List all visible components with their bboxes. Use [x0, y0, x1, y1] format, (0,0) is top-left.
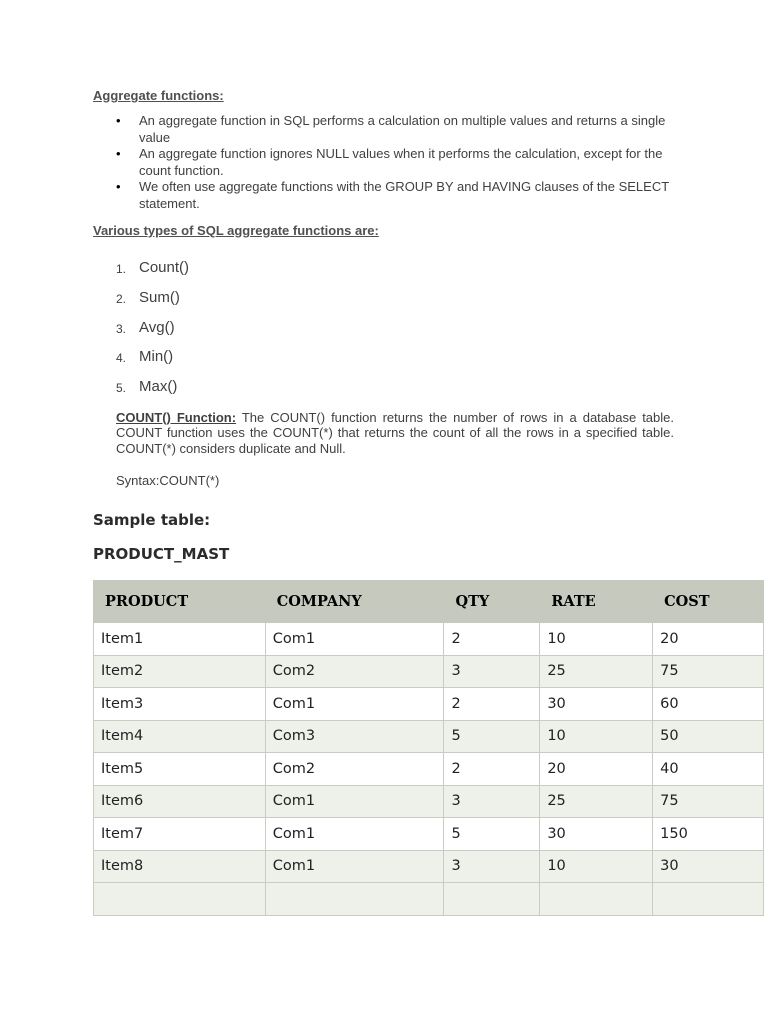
- table-cell: [653, 883, 764, 916]
- list-label: Count(): [139, 259, 190, 276]
- table-header-row: [94, 581, 764, 623]
- table-cell: 25: [540, 785, 653, 818]
- table-cell: Item5: [94, 753, 266, 786]
- bullet-text: An aggregate function in SQL performs a calculation on multiple values and returns a single value: [139, 113, 666, 145]
- table-cell: [94, 883, 266, 916]
- list-number: 1.: [116, 262, 127, 276]
- table-cell: Item2: [94, 655, 266, 688]
- table-cell: Item4: [94, 720, 266, 753]
- list-number: 4.: [116, 351, 127, 366]
- bullet-item: [93, 146, 683, 179]
- table-cell: Com1: [265, 785, 444, 818]
- list-label: Min(): [139, 348, 174, 366]
- table-cell: 5: [444, 818, 540, 851]
- table-cell: 150: [653, 818, 764, 851]
- table-cell: Com2: [265, 655, 444, 688]
- table-cell: 3: [444, 655, 540, 688]
- table-cell: 2: [444, 753, 540, 786]
- table-cell: 3: [444, 785, 540, 818]
- bullet-icon: •: [116, 179, 121, 194]
- list-number: 2.: [116, 291, 127, 306]
- aggregate-functions-heading: Aggregate functions:: [93, 88, 224, 103]
- column-header-qty: QTY: [444, 581, 540, 623]
- table-cell: 30: [540, 688, 653, 721]
- table-cell: 2: [444, 688, 540, 721]
- table-row-empty: [94, 883, 764, 916]
- column-header-company: COMPANY: [265, 581, 444, 623]
- table-row: [94, 785, 764, 818]
- column-header-cost: COST: [653, 581, 764, 623]
- count-function-lead: COUNT() Function:: [116, 410, 237, 425]
- table-cell: 5: [444, 720, 540, 753]
- list-label: Avg(): [139, 318, 175, 336]
- column-header-product: PRODUCT: [94, 581, 266, 623]
- list-label: Sum(): [139, 288, 180, 306]
- count-function-paragraph: [116, 410, 674, 456]
- table-cell: 30: [540, 818, 653, 851]
- column-header-rate: RATE: [540, 581, 653, 623]
- table-cell: 3: [444, 850, 540, 883]
- table-cell: Item1: [94, 623, 266, 656]
- aggregate-bullet-list: [93, 113, 683, 212]
- bullet-text: An aggregate function ignores NULL values when it performs the calculation, except for the count function.: [139, 146, 663, 178]
- table-name: PRODUCT_MAST: [93, 545, 230, 563]
- table-row: [94, 850, 764, 883]
- sql-aggregate-types-heading: Various types of SQL aggregate functions are:: [93, 223, 379, 238]
- bullet-icon: •: [116, 113, 121, 128]
- table-cell: 2: [444, 623, 540, 656]
- bullet-item: [93, 179, 683, 212]
- list-number: 3.: [116, 321, 127, 336]
- table-row: [94, 623, 764, 656]
- table-cell: Com3: [265, 720, 444, 753]
- table-cell: Item3: [94, 688, 266, 721]
- bullet-icon: •: [116, 146, 121, 161]
- count-syntax: Syntax:COUNT(*): [116, 473, 220, 488]
- sample-table-title: Sample table:: [93, 511, 211, 529]
- table-cell: Com1: [265, 850, 444, 883]
- table-cell: [540, 883, 653, 916]
- bullet-text: We often use aggregate functions with the GROUP BY and HAVING clauses of the SELECT statement.: [139, 179, 669, 211]
- table-cell: [265, 883, 444, 916]
- table-cell: 60: [653, 688, 764, 721]
- table-cell: Com1: [265, 688, 444, 721]
- table-cell: 10: [540, 850, 653, 883]
- bullet-item: [93, 113, 683, 146]
- list-label: Max(): [139, 378, 178, 396]
- table-cell: Item7: [94, 818, 266, 851]
- table-row: [94, 655, 764, 688]
- product-mast-table: [93, 580, 764, 916]
- table-cell: Com1: [265, 623, 444, 656]
- table-cell: Item8: [94, 850, 266, 883]
- table-cell: 10: [540, 720, 653, 753]
- table-row: [94, 688, 764, 721]
- table-cell: 20: [540, 753, 653, 786]
- table-cell: 75: [653, 785, 764, 818]
- table-row: [94, 818, 764, 851]
- table-cell: 75: [653, 655, 764, 688]
- table-cell: 40: [653, 753, 764, 786]
- table-cell: 10: [540, 623, 653, 656]
- table-cell: 50: [653, 720, 764, 753]
- table-cell: 30: [653, 850, 764, 883]
- list-number: 5.: [116, 381, 127, 396]
- table-row: [94, 753, 764, 786]
- table-cell: Com1: [265, 818, 444, 851]
- count-function-body: The COUNT() function returns the number of rows in a database table. COUNT function uses the COUNT(*) that returns the count of all the rows in a specified table. COUNT(*) considers duplicate and Null.: [116, 410, 674, 456]
- table-cell: Com2: [265, 753, 444, 786]
- table-cell: Item6: [94, 785, 266, 818]
- table-cell: [444, 883, 540, 916]
- table-cell: 25: [540, 655, 653, 688]
- table-cell: 20: [653, 623, 764, 656]
- table-row: [94, 720, 764, 753]
